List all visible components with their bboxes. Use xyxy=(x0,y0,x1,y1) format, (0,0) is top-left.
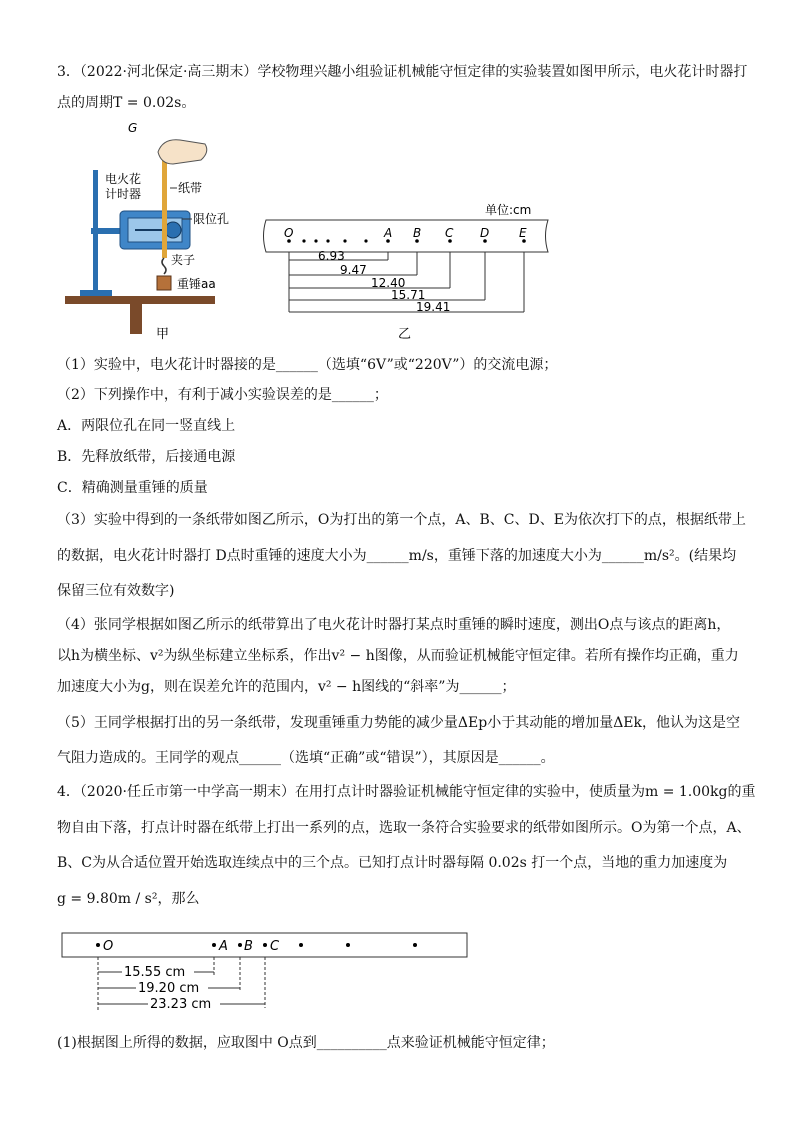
q4-point-a: A xyxy=(219,939,228,954)
q4-tape-figure xyxy=(60,930,475,1020)
timer-label-1: 电火花 xyxy=(105,172,142,186)
q4-point-o: O xyxy=(103,939,114,954)
q3-part1: （1）实验中，电火花计时器接的是______（选填“6V”或“220V”）的交流电源； xyxy=(57,357,558,373)
clip-label: 夹子 xyxy=(171,253,196,267)
q3-option-c: C．精确测量重锤的质量 xyxy=(57,480,208,496)
q3-part4-line1: （4）张同学根据如图乙所示的纸带算出了电火花计时器打某点时重锤的瞬时速度，测出O点与该点的距离h， xyxy=(57,617,731,633)
q4-distance-a: 15.55 cm xyxy=(124,965,186,980)
q4-stem-line1: 4．（2020·任丘市第一中学高一期末）在用打点计时器验证机械能守恒定律的实验中，使质量为m = 1.00kg的重 xyxy=(57,784,756,800)
q4-point-c: C xyxy=(270,939,280,954)
heavy-weight xyxy=(157,276,171,290)
hole-label: 限位孔 xyxy=(193,212,230,226)
q3-part5-line1: （5）王同学根据打出的另一条纸带，发现重锤重力势能的减少量ΔEp小于其动能的增加量ΔEk，他认为这是空 xyxy=(57,715,741,731)
q3-part3-line1: （3）实验中得到的一条纸带如图乙所示，O为打出的第一个点，A、B、C、D、E为依次打下的点，根据纸带上 xyxy=(57,512,746,528)
timer-label-2: 计时器 xyxy=(105,187,142,201)
tape-figure-yi xyxy=(258,200,558,345)
distance-d: 15.71 xyxy=(391,288,426,302)
caption-yi: 乙 xyxy=(398,327,412,342)
weight-label: 重锤aa xyxy=(177,277,216,291)
q3-part3-line3: 保留三位有效数字) xyxy=(57,583,175,599)
q3-part5-line2: 气阻力造成的。王同学的观点______（选填“正确”或“错误”），其原因是______。 xyxy=(57,750,555,766)
distance-b: 9.47 xyxy=(340,263,367,277)
distance-c: 12.40 xyxy=(371,276,406,290)
point-d: D xyxy=(480,226,490,240)
point-a: A xyxy=(384,226,393,240)
point-b: B xyxy=(413,226,422,240)
distance-a: 6.93 xyxy=(318,249,345,263)
label-g: G xyxy=(128,121,138,135)
limit-hole xyxy=(165,222,181,238)
point-e: E xyxy=(519,226,527,240)
q3-part3-line2: 的数据，电火花计时器打 D点时重锤的速度大小为______m/s，重锤下落的加速度大小为______m/s²。(结果均 xyxy=(57,548,737,564)
stand-arm xyxy=(91,228,121,234)
apparatus-figure xyxy=(55,118,270,343)
hand-illustration xyxy=(158,140,207,164)
q3-part4-line2: 以h为横坐标、v²为纵坐标建立坐标系，作出v² − h图像，从而验证机械能守恒定律。若所有操作均正确，重力 xyxy=(57,648,739,664)
q3-option-a: A．两限位孔在同一竖直线上 xyxy=(57,418,236,434)
point-c: C xyxy=(445,226,454,240)
distance-e: 19.41 xyxy=(416,300,451,314)
q3-option-b: B．先释放纸带，后接通电源 xyxy=(57,449,236,465)
table-top xyxy=(65,296,215,304)
q4-distance-b: 19.20 cm xyxy=(138,981,200,996)
paper-tape-yi xyxy=(264,220,549,252)
q4-stem-line2: 物自由下落，打点计时器在纸带上打出一系列的点，选取一条符合实验要求的纸带如图所示。O为第一个点，A、 xyxy=(57,820,751,836)
q3-part4-line3: 加速度大小为g，则在误差允许的范围内，v² − h图线的“斜率”为______； xyxy=(57,679,516,695)
caption-jia: 甲 xyxy=(156,327,170,342)
q4-point-b: B xyxy=(244,939,253,954)
q4-stem-line4: g = 9.80m / s²，那么 xyxy=(57,891,200,907)
q4-part1: (1)根据图上所得的数据，应取图中 O点到__________点来验证机械能守恒定律； xyxy=(57,1035,555,1051)
q3-stem-line2: 点的周期T = 0.02s。 xyxy=(57,95,196,111)
unit-label: 单位:cm xyxy=(485,203,532,217)
table-leg xyxy=(130,304,142,334)
q3-part2: （2）下列操作中，有利于减小实验误差的是______； xyxy=(57,387,388,403)
q3-stem-line1: 3．（2022·河北保定·高三期末）学校物理兴趣小组验证机械能守恒定律的实验装置如图甲所示，电火花计时器打 xyxy=(57,64,748,80)
tape-label: 纸带 xyxy=(178,181,203,195)
clip xyxy=(162,258,166,274)
q4-stem-line3: B、C为从合适位置开始选取连续点中的三个点。已知打点计时器每隔 0.02s 打一个点，当地的重力加速度为 xyxy=(57,855,728,871)
q4-distance-c: 23.23 cm xyxy=(150,997,212,1012)
point-o: O xyxy=(284,226,294,240)
